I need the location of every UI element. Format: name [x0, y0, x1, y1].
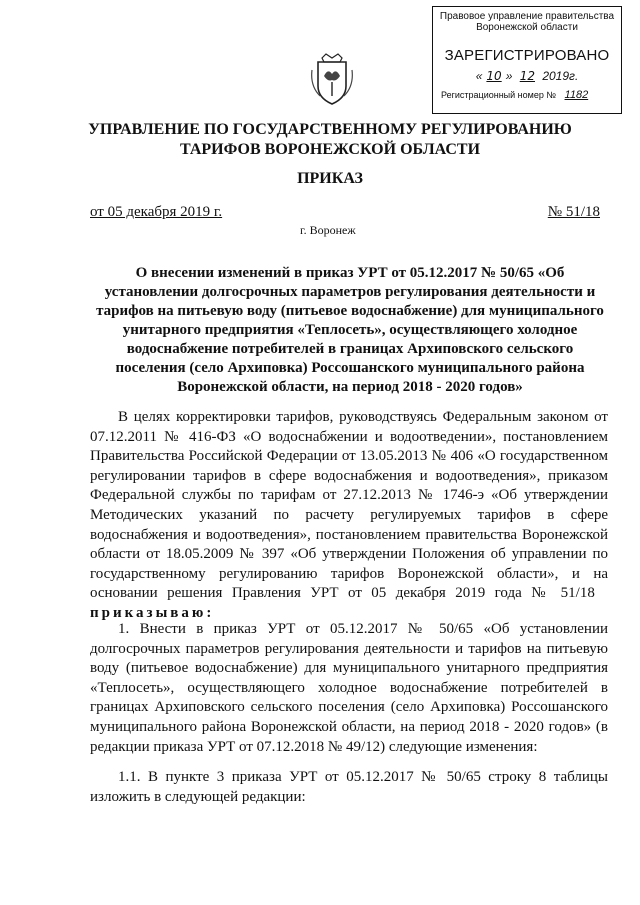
- coat-of-arms-icon: [310, 52, 354, 108]
- stamp-reg-number: [433, 89, 621, 101]
- stamp-reg-label: Регистрационный номер №: [441, 90, 557, 100]
- document-title: О внесении изменений в приказ УРТ от 05.12.2017 № 50/65 «Об установлении долгосрочных параметров регулирования деятельности и тарифов на питьевую воду (питьевое водоснабжение) для муниципального унитарного предприятия «Теплосеть», осуществляющего холодное водоснабжение потребителей в границах Архиповского сельского поселения (село Архиповка) Россошанского муниципального района Воронежской области, на период 2018 - 2020 годов»: [96, 265, 604, 395]
- stamp-month: 12: [519, 69, 535, 83]
- order-word: приказываю:: [90, 604, 215, 621]
- document-date: от 05 декабря 2019 г.: [90, 204, 223, 220]
- stamp-registered: ЗАРЕГИСТРИРОВАНО: [444, 47, 610, 64]
- clause-1-1-paragraph: 1.1. В пункте 3 приказа УРТ от 05.12.2017 № 50/65 строку 8 таблицы изложить в следующей редакции:: [90, 769, 608, 805]
- document-city: г. Воронеж: [300, 223, 356, 237]
- stamp-date: « 10 » 12 2019г.: [475, 69, 579, 83]
- clause-1-paragraph: 1. Внести в приказ УРТ от 05.12.2017 № 50/65 «Об установлении долгосрочных параметров регулирования деятельности и тарифов на питьевую воду (питьевое водоснабжение) для муниципального унитарного предприятия «Теплосеть», осуществляющего холодное водоснабжение потребителей в границах Архиповского сельского поселения (село Архиповка) Россошанского муниципального района Воронежской области, на период 2018 - 2020 годов» (в редакции приказа УРТ от 07.12.2018 № 49/12) следующие изменения:: [90, 621, 608, 755]
- stamp-authority-line1: Правовое управление правительства: [439, 11, 615, 22]
- preamble-paragraph: [90, 408, 608, 624]
- organization-name-line2: ТАРИФОВ ВОРОНЕЖСКОЙ ОБЛАСТИ: [179, 141, 481, 158]
- document-type: ПРИКАЗ: [297, 170, 363, 187]
- stamp-reg-value: 1182: [564, 89, 589, 101]
- stamp-year: 2019г.: [542, 69, 579, 83]
- registration-stamp: [432, 6, 622, 114]
- stamp-day: 10: [486, 69, 502, 83]
- document-number: № 51/18: [547, 204, 600, 220]
- preamble-text: В целях корректировки тарифов, руководствуясь Федеральным законом от 07.12.2011 № 416-ФЗ «О водоснабжении и водоотведении», постановлением Правительства Российской Федерации от 13.05.2013 № 406 «О государственном регулировании тарифов в сфере водоснабжения и водоотведения», приказом Федеральной службы по тарифам от 27.12.2013 № 1746-э «Об утверждении Методических указаний по расчету регулируемых тарифов в сфере водоснабжения и водоотведения», постановлением правительства Воронежской области от 18.05.2009 № 397 «Об утверждении Положения об управлении по государственному регулированию тарифов Воронежской области», и на основании решения Правления УРТ от 05 декабря 2019 года № 51/18: [90, 409, 608, 602]
- organization-name-line1: УПРАВЛЕНИЕ ПО ГОСУДАРСТВЕННОМУ РЕГУЛИРОВАНИЮ: [88, 121, 572, 138]
- stamp-authority-line2: Воронежской области: [476, 22, 578, 33]
